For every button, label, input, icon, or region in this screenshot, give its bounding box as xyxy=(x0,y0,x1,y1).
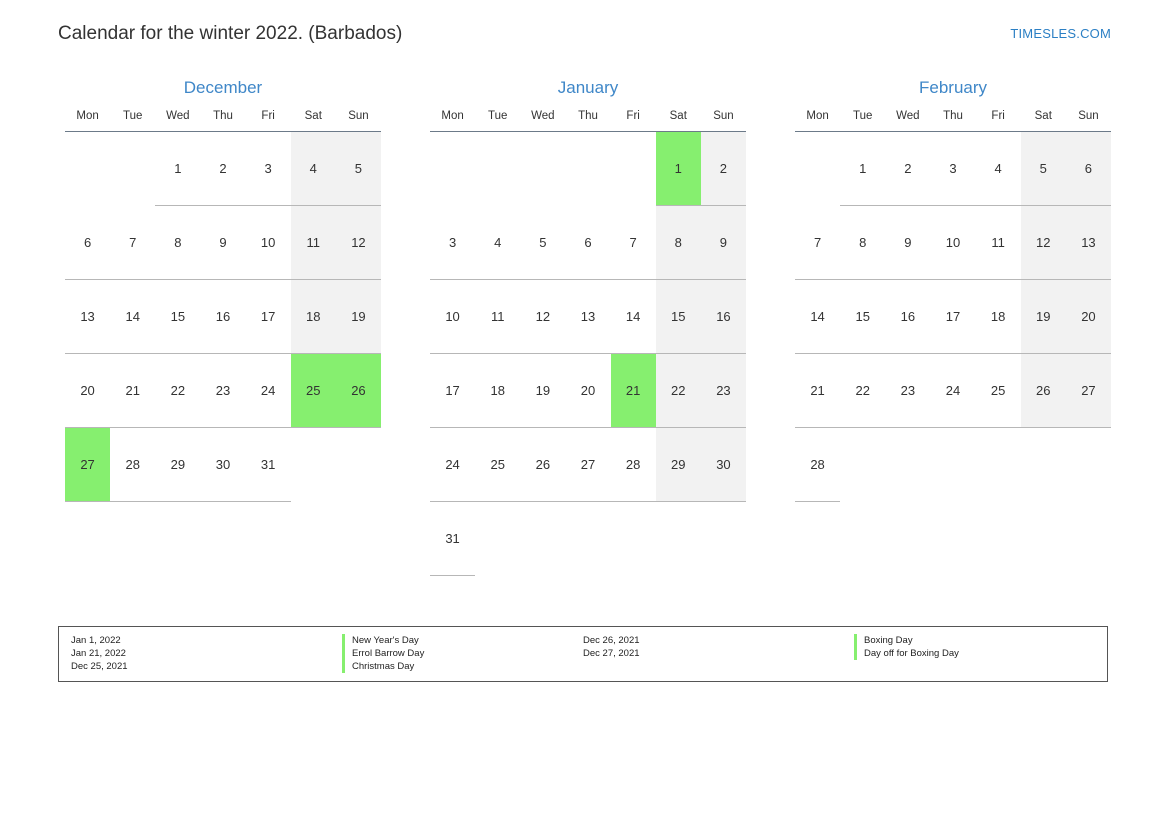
day-cell[interactable]: 7 xyxy=(795,206,840,280)
day-cell[interactable]: 10 xyxy=(430,280,475,354)
weekday-header: Thu xyxy=(930,110,975,132)
weekday-header: Sat xyxy=(1021,110,1066,132)
legend-names-right xyxy=(853,634,1095,673)
site-link[interactable]: TIMESLES.COM xyxy=(1010,26,1111,41)
weekday-header: Tue xyxy=(110,110,155,132)
day-cell[interactable]: 2 xyxy=(200,132,245,206)
day-cell[interactable]: 30 xyxy=(200,428,245,502)
empty-day-cell xyxy=(795,132,840,206)
month-grid xyxy=(430,110,746,576)
day-cell[interactable]: 17 xyxy=(246,280,291,354)
weekday-header: Sun xyxy=(336,110,381,132)
month-title: January xyxy=(557,78,619,97)
day-cell[interactable]: 24 xyxy=(246,354,291,428)
day-cell[interactable]: 6 xyxy=(1066,132,1111,206)
day-cell[interactable]: 4 xyxy=(291,132,336,206)
empty-day-cell xyxy=(976,428,1021,502)
day-cell[interactable]: 15 xyxy=(656,280,701,354)
day-cell[interactable]: 23 xyxy=(885,354,930,428)
month-block xyxy=(788,78,1118,576)
month-title: February xyxy=(918,78,988,97)
empty-day-cell xyxy=(656,502,701,576)
legend-date: Dec 27, 2021 xyxy=(583,648,640,659)
day-cell[interactable]: 31 xyxy=(430,502,475,576)
holiday-legend xyxy=(58,626,1108,682)
day-cell[interactable]: 11 xyxy=(976,206,1021,280)
day-cell[interactable]: 28 xyxy=(110,428,155,502)
day-cell-holiday[interactable]: 26 xyxy=(336,354,381,428)
weekday-header: Tue xyxy=(840,110,885,132)
day-cell-holiday[interactable]: 27 xyxy=(65,428,110,502)
weekday-header-row xyxy=(795,110,1111,132)
day-cell[interactable]: 14 xyxy=(110,280,155,354)
day-cell[interactable]: 25 xyxy=(976,354,1021,428)
empty-day-cell xyxy=(611,132,656,206)
day-cell[interactable]: 24 xyxy=(930,354,975,428)
weekday-header: Wed xyxy=(885,110,930,132)
weekday-header: Fri xyxy=(976,110,1021,132)
legend-holiday-name: Christmas Day xyxy=(342,660,583,673)
weekday-header-row xyxy=(430,110,746,132)
legend-column-right xyxy=(583,634,1095,673)
empty-day-cell xyxy=(475,132,520,206)
weekday-header: Mon xyxy=(430,110,475,132)
day-cell[interactable]: 13 xyxy=(65,280,110,354)
legend-holiday-name: Day off for Boxing Day xyxy=(854,647,1095,660)
empty-day-cell xyxy=(110,132,155,206)
day-cell[interactable]: 12 xyxy=(336,206,381,280)
day-cell[interactable]: 5 xyxy=(336,132,381,206)
week-row xyxy=(65,206,381,280)
day-cell[interactable]: 17 xyxy=(930,280,975,354)
day-cell[interactable]: 3 xyxy=(246,132,291,206)
day-cell[interactable]: 27 xyxy=(1066,354,1111,428)
empty-day-cell xyxy=(885,428,930,502)
day-cell[interactable]: 22 xyxy=(840,354,885,428)
legend-dates-right xyxy=(583,634,853,673)
legend-date: Jan 21, 2022 xyxy=(71,648,126,659)
day-cell[interactable]: 20 xyxy=(1066,280,1111,354)
weekday-header: Mon xyxy=(795,110,840,132)
day-cell[interactable]: 20 xyxy=(565,354,610,428)
day-cell[interactable]: 29 xyxy=(155,428,200,502)
day-cell[interactable]: 3 xyxy=(430,206,475,280)
day-cell[interactable]: 1 xyxy=(840,132,885,206)
day-cell[interactable]: 6 xyxy=(65,206,110,280)
day-cell[interactable]: 31 xyxy=(246,428,291,502)
day-cell[interactable]: 25 xyxy=(475,428,520,502)
month-title: December xyxy=(183,78,263,97)
weekday-header: Sat xyxy=(656,110,701,132)
day-cell[interactable]: 5 xyxy=(520,206,565,280)
legend-holiday-name: Boxing Day xyxy=(854,634,1095,647)
weekday-header-row xyxy=(65,110,381,132)
empty-day-cell xyxy=(930,428,975,502)
day-cell[interactable]: 18 xyxy=(475,354,520,428)
week-row xyxy=(430,132,746,206)
day-cell[interactable]: 9 xyxy=(885,206,930,280)
day-cell[interactable]: 15 xyxy=(840,280,885,354)
weekday-header: Wed xyxy=(520,110,565,132)
legend-date: Dec 26, 2021 xyxy=(583,635,640,646)
day-cell[interactable]: 27 xyxy=(565,428,610,502)
week-row xyxy=(795,132,1111,206)
day-cell[interactable]: 22 xyxy=(155,354,200,428)
day-cell[interactable]: 8 xyxy=(840,206,885,280)
day-cell[interactable]: 4 xyxy=(475,206,520,280)
day-cell[interactable]: 7 xyxy=(110,206,155,280)
legend-date: Jan 1, 2022 xyxy=(71,635,121,646)
day-cell[interactable]: 9 xyxy=(200,206,245,280)
day-cell[interactable]: 14 xyxy=(795,280,840,354)
empty-day-cell xyxy=(611,502,656,576)
day-cell[interactable]: 11 xyxy=(291,206,336,280)
day-cell[interactable]: 11 xyxy=(475,280,520,354)
day-cell[interactable]: 21 xyxy=(795,354,840,428)
week-row xyxy=(430,428,746,502)
month-grid xyxy=(65,110,381,502)
weekday-header: Fri xyxy=(611,110,656,132)
day-cell[interactable]: 24 xyxy=(430,428,475,502)
day-cell[interactable]: 18 xyxy=(976,280,1021,354)
weekday-header: Wed xyxy=(155,110,200,132)
day-cell[interactable]: 26 xyxy=(1021,354,1066,428)
week-row xyxy=(65,280,381,354)
day-cell[interactable]: 10 xyxy=(246,206,291,280)
day-cell[interactable]: 19 xyxy=(520,354,565,428)
day-cell[interactable]: 5 xyxy=(1021,132,1066,206)
day-cell[interactable]: 20 xyxy=(65,354,110,428)
day-cell[interactable]: 4 xyxy=(976,132,1021,206)
day-cell[interactable]: 28 xyxy=(611,428,656,502)
day-cell[interactable]: 15 xyxy=(155,280,200,354)
day-cell[interactable]: 14 xyxy=(611,280,656,354)
weekday-header: Mon xyxy=(65,110,110,132)
week-row xyxy=(65,132,381,206)
week-row xyxy=(65,428,381,502)
week-row xyxy=(795,428,1111,502)
day-cell[interactable]: 1 xyxy=(155,132,200,206)
day-cell-holiday[interactable]: 25 xyxy=(291,354,336,428)
day-cell[interactable]: 16 xyxy=(885,280,930,354)
day-cell[interactable]: 30 xyxy=(701,428,746,502)
legend-names-left xyxy=(341,634,583,673)
week-row xyxy=(430,354,746,428)
week-row xyxy=(430,206,746,280)
day-cell[interactable]: 2 xyxy=(701,132,746,206)
day-cell[interactable]: 23 xyxy=(701,354,746,428)
week-row xyxy=(430,502,746,576)
legend-date: Dec 25, 2021 xyxy=(71,661,128,672)
month-grid xyxy=(795,110,1111,502)
day-cell[interactable]: 2 xyxy=(885,132,930,206)
day-cell[interactable]: 6 xyxy=(565,206,610,280)
empty-day-cell xyxy=(65,132,110,206)
empty-day-cell xyxy=(840,428,885,502)
empty-day-cell xyxy=(1066,428,1111,502)
legend-column-left xyxy=(71,634,583,673)
day-cell[interactable]: 12 xyxy=(520,280,565,354)
day-cell[interactable]: 29 xyxy=(656,428,701,502)
weekday-header: Thu xyxy=(565,110,610,132)
day-cell[interactable]: 28 xyxy=(795,428,840,502)
legend-holiday-name: Errol Barrow Day xyxy=(342,647,583,660)
calendar-months xyxy=(58,78,1118,576)
empty-day-cell xyxy=(1021,428,1066,502)
weekday-header: Fri xyxy=(246,110,291,132)
empty-day-cell xyxy=(565,502,610,576)
week-row xyxy=(795,206,1111,280)
day-cell[interactable]: 23 xyxy=(200,354,245,428)
empty-day-cell xyxy=(430,132,475,206)
legend-dates-left xyxy=(71,634,341,673)
empty-day-cell xyxy=(336,428,381,502)
day-cell[interactable]: 13 xyxy=(1066,206,1111,280)
week-row xyxy=(795,280,1111,354)
empty-day-cell xyxy=(475,502,520,576)
empty-day-cell xyxy=(291,428,336,502)
day-cell[interactable]: 13 xyxy=(565,280,610,354)
empty-day-cell xyxy=(520,132,565,206)
day-cell[interactable]: 21 xyxy=(110,354,155,428)
day-cell[interactable]: 8 xyxy=(656,206,701,280)
day-cell[interactable]: 7 xyxy=(611,206,656,280)
day-cell[interactable]: 26 xyxy=(520,428,565,502)
empty-day-cell xyxy=(565,132,610,206)
day-cell[interactable]: 16 xyxy=(200,280,245,354)
month-block xyxy=(423,78,753,576)
day-cell[interactable]: 18 xyxy=(291,280,336,354)
weekday-header: Sun xyxy=(701,110,746,132)
weekday-header: Tue xyxy=(475,110,520,132)
weekday-header: Sun xyxy=(1066,110,1111,132)
legend-holiday-name: New Year's Day xyxy=(342,634,583,647)
weekday-header: Sat xyxy=(291,110,336,132)
day-cell[interactable]: 12 xyxy=(1021,206,1066,280)
weekday-header: Thu xyxy=(200,110,245,132)
week-row xyxy=(795,354,1111,428)
day-cell[interactable]: 3 xyxy=(930,132,975,206)
week-row xyxy=(430,280,746,354)
day-cell[interactable]: 16 xyxy=(701,280,746,354)
day-cell[interactable]: 8 xyxy=(155,206,200,280)
page-header xyxy=(58,20,1111,50)
empty-day-cell xyxy=(701,502,746,576)
week-row xyxy=(65,354,381,428)
day-cell[interactable]: 19 xyxy=(1021,280,1066,354)
day-cell[interactable]: 22 xyxy=(656,354,701,428)
day-cell[interactable]: 17 xyxy=(430,354,475,428)
day-cell[interactable]: 10 xyxy=(930,206,975,280)
empty-day-cell xyxy=(520,502,565,576)
month-block xyxy=(58,78,388,576)
day-cell[interactable]: 9 xyxy=(701,206,746,280)
page-title: Calendar for the winter 2022. (Barbados) xyxy=(58,23,403,44)
day-cell-holiday[interactable]: 21 xyxy=(611,354,656,428)
day-cell[interactable]: 19 xyxy=(336,280,381,354)
day-cell-holiday[interactable]: 1 xyxy=(656,132,701,206)
